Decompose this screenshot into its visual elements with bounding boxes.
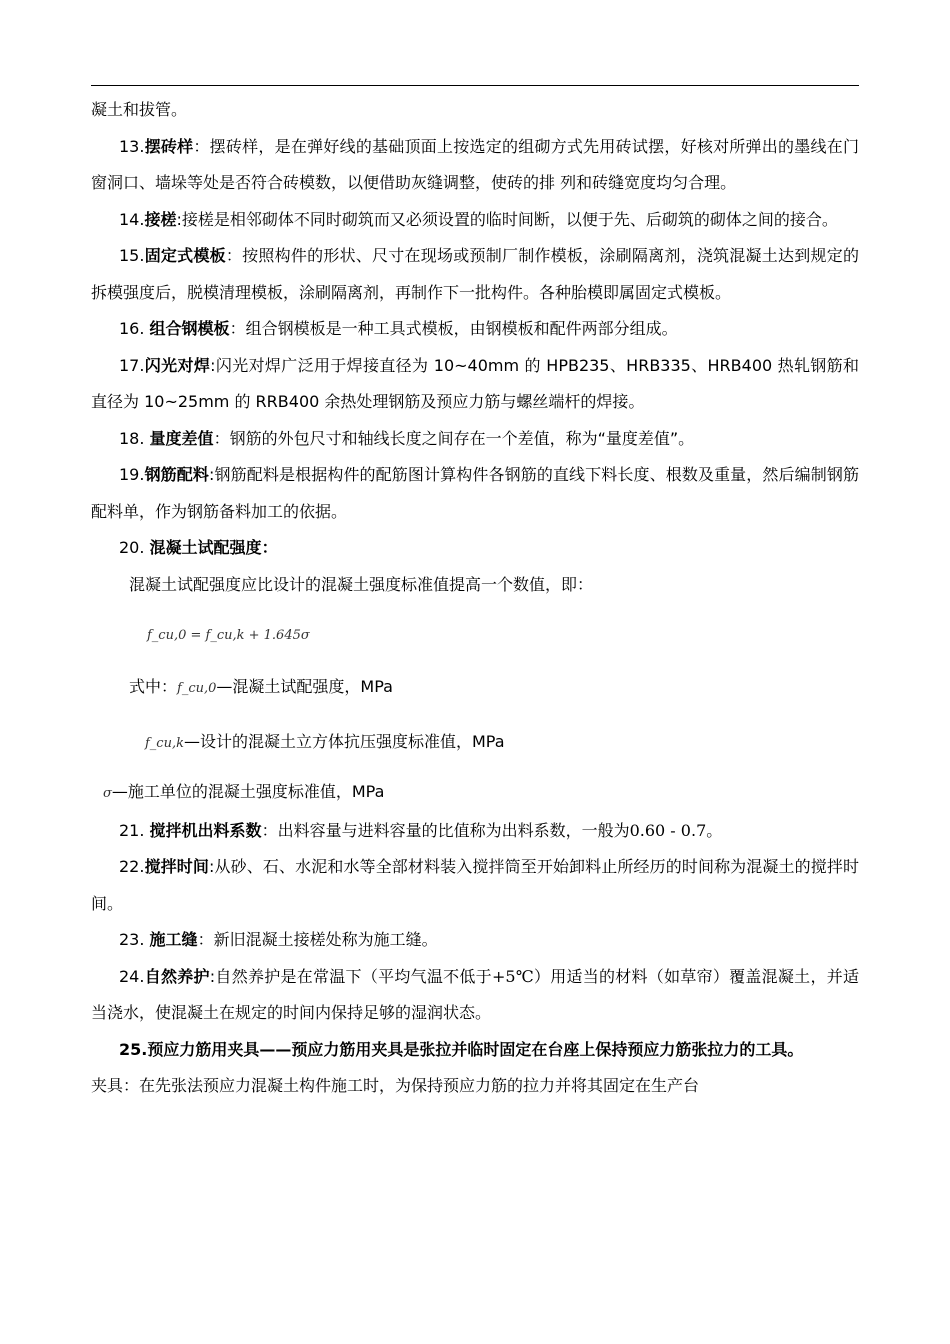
term-definition: 闪光对焊广泛用于焊接直径为 10~40mm 的 HPB235、HRB335、HRB400 热轧钢筋和直径为 10~25mm 的 RRB400 余热处理钢筋及预应力筋与螺丝端杆的焊接。 (91, 355, 859, 411)
symbol-fcu0: f_cu,0 (177, 681, 217, 696)
item-number: 13. (119, 136, 145, 156)
term-title: 自然养护 (144, 966, 210, 986)
paragraph-15: 15.固定式模板：按照构件的形状、尺寸在现场或预制厂制作模板，涂刷隔离剂，浇筑混凝土达到规定的拆模强度后，脱模清理模板，涂刷隔离剂，再制作下一批构件。各种胎模即属固定式模板。 (91, 246, 859, 302)
item-number: 20. (119, 538, 145, 557)
paragraph-17: 17.闪光对焊:闪光对焊广泛用于焊接直径为 10~40mm 的 HPB235、HRB335、HRB400 热轧钢筋和直径为 10~25mm 的 RRB400 余热处理钢筋及预应力筋与螺丝端杆的焊接。 (91, 355, 859, 411)
paragraph-24: 24.自然养护:自然养护是在常温下（平均气温不低于+5℃）用适当的材料（如草帘）覆盖混凝土，并适当浇水，使混凝土在规定的时间内保持足够的湿润状态。 (91, 966, 859, 1022)
term-title: 搅拌机出料系数 (149, 820, 262, 840)
definition-1 (91, 669, 859, 708)
definition-text: —设计的混凝土立方体抗压强度标准值，MPa (183, 731, 505, 751)
item-number: 25. (119, 1039, 148, 1059)
term-definition: 新旧混凝土接槎处称为施工缝。 (213, 930, 438, 949)
term-title: 量度差值 (149, 428, 214, 448)
definition-3 (91, 774, 859, 813)
term-title: 预应力筋用夹具——预应力筋用夹具是张拉并临时固定在台座上保持预应力筋张拉力的工具。 (147, 1039, 804, 1059)
definition-text: —混凝土试配强度，MPa (216, 677, 393, 696)
definition-2 (91, 724, 859, 763)
paragraph-20: 20. 混凝土试配强度： (119, 538, 278, 557)
item-number: 24. (119, 966, 145, 986)
item-number: 21. (119, 820, 145, 840)
paragraph-13: 13.摆砖样：摆砖样，是在弹好线的基础顶面上按选定的组砌方式先用砖试摆，好核对所弹出的墨线在门窗洞口、墙垛等处是否符合砖模数，以便借助灰缝调整，使砖的排 列和砖缝宽度均匀合理。 (91, 136, 859, 192)
item-number: 17. (119, 355, 145, 375)
paragraph-18: 18. 量度差值：钢筋的外包尺寸和轴线长度之间存在一个差值，称为“量度差值”。 (119, 428, 695, 448)
item-number: 16. (119, 319, 145, 338)
term-definition-a: 自然养护是在常温下（平均气温不低于 (215, 966, 492, 986)
term-title: 施工缝 (149, 930, 198, 949)
paragraph-23: 23. 施工缝：新旧混凝土接槎处称为施工缝。 (119, 930, 438, 949)
ratio-range: 0.60 - 0.7 (629, 820, 707, 840)
formula-line (91, 603, 859, 665)
term-title: 接槎 (144, 209, 177, 229)
term-title: 组合钢模板 (149, 319, 230, 338)
term-definition: 钢筋配料是根据构件的配筋图计算构件各钢筋的直线下料长度、根数及重量，然后编制钢筋配料单，作为钢筋备料加工的依据。 (91, 465, 859, 521)
item-number: 19. (119, 465, 145, 484)
term-definition-b: ）用适当的材料（如草帘）覆盖混凝土，并适当浇水，使混凝土在规定的时间内保持足够的湿润状态。 (91, 966, 859, 1022)
item-number: 22. (119, 857, 145, 876)
item-number: 15. (119, 246, 145, 265)
paragraph-clamp: 夹具：在先张法预应力混凝土构件施工时，为保持预应力筋的拉力并将其固定在生产台 (91, 1076, 700, 1095)
paragraph-16: 16. 组合钢模板：组合钢模板是一种工具式模板，由钢模板和配件两部分组成。 (119, 319, 678, 338)
paragraph-continuation: 凝土和拔管。 (91, 100, 188, 119)
term-definition: 按照构件的形状、尺寸在现场或预制厂制作模板，涂刷隔离剂，浇筑混凝土达到规定的拆模强度后，脱模清理模板，涂刷隔离剂，再制作下一批构件。各种胎模即属固定式模板。 (91, 246, 859, 302)
item-number: 23. (119, 930, 145, 949)
term-title: 钢筋配料 (144, 465, 210, 484)
term-definition: 摆砖样，是在弹好线的基础顶面上按选定的组砌方式先用砖试摆，好核对所弹出的墨线在门窗洞口、墙垛等处是否符合砖模数，以便借助灰缝调整，使砖的排 列和砖缝宽度均匀合理。 (91, 136, 859, 192)
symbol-fcuk: f_cu,k (145, 735, 184, 751)
term-definition: 钢筋的外包尺寸和轴线长度之间存在一个差值，称为“量度差值”。 (229, 428, 695, 448)
paragraph-25 (91, 1032, 859, 1069)
paragraph-20-text: 混凝土试配强度应比设计的混凝土强度标准值提高一个数值，即： (129, 574, 594, 594)
paragraph-19: 19.钢筋配料:钢筋配料是根据构件的配筋图计算构件各钢筋的直线下料长度、根数及重量，然后编制钢筋配料单，作为钢筋备料加工的依据。 (91, 465, 859, 521)
paragraph-22: 22.搅拌时间:从砂、石、水泥和水等全部材料装入搅拌筒至开始卸料止所经历的时间称为混凝土的搅拌时间。 (91, 857, 859, 913)
paragraph-14: 14.接槎:接槎是相邻砌体不同时砌筑而又必须设置的临时间断，以便于先、后砌筑的砌体之间的接合。 (119, 209, 838, 229)
item-number: 18. (119, 428, 145, 448)
formula: f_cu,0 = f_cu,k + 1.645σ (147, 628, 310, 643)
definition-prefix: 式中： (129, 677, 178, 696)
symbol-sigma: σ (103, 786, 112, 801)
term-definition: 从砂、石、水泥和水等全部材料装入搅拌筒至开始卸料止所经历的时间称为混凝土的搅拌时间。 (91, 857, 859, 913)
term-definition: 接槎是相邻砌体不同时砌筑而又必须设置的临时间断，以便于先、后砌筑的砌体之间的接合。 (181, 209, 838, 229)
term-title: 固定式模板 (144, 246, 226, 265)
term-title: 摆砖样 (144, 136, 194, 156)
paragraph-21: 21. 搅拌机出料系数：出料容量与进料容量的比值称为出料系数，一般为0.60 - 0.7。 (119, 820, 723, 840)
definition-text: —施工单位的混凝土强度标准值，MPa (111, 782, 385, 801)
item-number: 14. (119, 209, 145, 229)
term-title: 混凝土试配强度 (149, 538, 262, 557)
term-title: 搅拌时间 (144, 857, 210, 876)
term-definition: 组合钢模板是一种工具式模板，由钢模板和配件两部分组成。 (245, 319, 678, 338)
header-rule (91, 85, 859, 86)
term-title: 闪光对焊 (144, 355, 211, 375)
document-body (91, 92, 859, 1105)
temperature-value: +5℃ (491, 966, 534, 986)
term-definition: 出料容量与进料容量的比值称为出料系数，一般为 (277, 820, 630, 840)
